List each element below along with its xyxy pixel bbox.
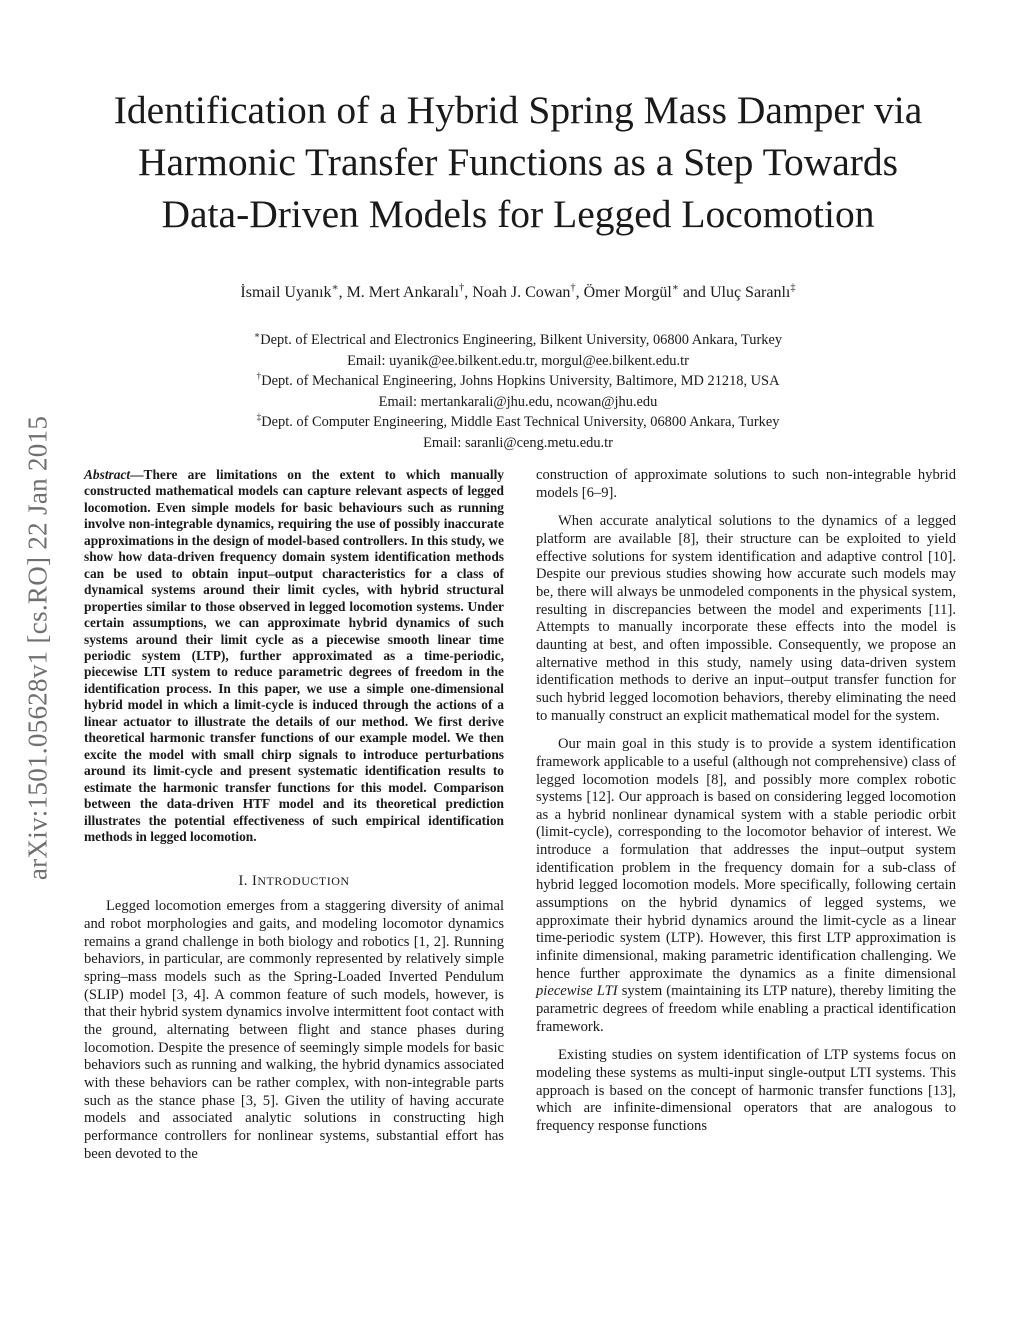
arxiv-identifier: arXiv:1501.05628v1 [cs.RO] 22 Jan 2015 [22, 415, 53, 881]
affiliation-text: Dept. of Mechanical Engineering, Johns Hopkins University, Baltimore, MD 21218, USA [261, 373, 780, 390]
affiliation-mark: ∗ [253, 331, 261, 342]
section-number: I. [238, 873, 253, 890]
author-separator: , [338, 284, 347, 301]
affiliation-email: Email: saranli@ceng.metu.edu.tr [423, 434, 613, 451]
affiliation-mark: † [256, 372, 262, 383]
section-heading [84, 873, 504, 890]
title-line: Data-Driven Models for Legged Locomotion [161, 192, 875, 236]
abstract-dash: — [130, 467, 144, 482]
abstract-label: Abstract [84, 467, 131, 482]
affiliation-email: Email: uyanik@ee.bilkent.edu.tr, morgul@ee.bilkent.edu.tr [347, 352, 689, 369]
affiliation-dept [60, 330, 976, 351]
body-paragraph: construction of approximate solutions to such non-integrable hybrid models [6–9]. [536, 467, 956, 501]
title-line: Harmonic Transfer Functions as a Step Towards [137, 140, 899, 184]
body-paragraph [536, 736, 956, 1036]
body-paragraph: Existing studies on system identification of LTP systems focus on modeling these systems as multi-input single-output LTI systems. This approach is based on the concept of harmonic transfer functions [13], which are infinite-dimensional operators that are analogous to frequency response functions [536, 1047, 956, 1134]
affiliation-mark: ‡ [790, 282, 796, 294]
affiliation-mark: ∗ [671, 282, 679, 294]
affiliation-mark: ‡ [256, 413, 262, 424]
right-column [536, 467, 956, 1147]
author-list [60, 284, 976, 302]
affiliation-dept [60, 412, 976, 433]
affiliations [60, 330, 976, 454]
author-separator: , [575, 284, 584, 301]
affiliation-mark: † [570, 282, 576, 294]
section-title-rest: NTRODUCTION [257, 874, 350, 889]
left-column [84, 467, 504, 1174]
title-line: Identification of a Hybrid Spring Mass Damper via [113, 88, 923, 132]
author-name: Noah J. Cowan [472, 284, 571, 301]
body-paragraph: Legged locomotion emerges from a staggering diversity of animal and robot morphologies and gaits, and modeling locomotor dynamics remains a grand challenge in both biology and robotics [1, 2]. Running behaviors, in particular, are commonly represented by relatively simple spring–mass models such as the Spring-Loaded Inverted Pendulum (SLIP) model [3, 4]. A common feature of such models, however, is that their hybrid system dynamics involve intermittent foot contact with the ground, alternating between flight and stance phases during locomotion. Despite the presence of seemingly simple models for basic behaviors such as running and walking, the hybrid dynamics associated with these behaviors can be rather complex, with non-integrable parts such as the stance phase [3, 5]. Given the utility of having accurate models and associated analytic solutions in constructing high performance controllers for nonlinear systems, substantial effort has been devoted to the [84, 898, 504, 1162]
affiliation-dept [60, 371, 976, 392]
emphasis-text: piecewise LTI [536, 983, 618, 1000]
affiliation-mark: ∗ [331, 282, 339, 294]
author-separator: and [678, 284, 710, 301]
affiliation-text: Dept. of Computer Engineering, Middle East Technical University, 06800 Ankara, Turkey [261, 414, 780, 431]
paper-title [60, 84, 976, 240]
abstract-text: There are limitations on the extent to which manually constructed mathematical models can capture relevant aspects of legged locomotion. Even simple models for basic behaviours such as running involve non-integrable dynamics, requiring the use of possibly inaccurate approximations in the design of model-based controllers. In this study, we show how data-driven frequency domain system identification methods can be used to obtain input–output characteristics for a class of dynamical systems around their limit cycles, with hybrid structural properties similar to those observed in legged locomotion systems. Under certain assumptions, we can approximate hybrid dynamics of such systems around their limit cycle as a piecewise smooth linear time periodic system (LTP), further approximated as a time-periodic, piecewise LTI system to reduce parametric degrees of freedom in the identification process. In this paper, we use a simple one-dimensional hybrid model in which a limit-cycle is induced through the actions of a linear actuator to illustrate the details of our method. We first derive theoretical harmonic transfer functions of our example model. We then excite the model with small chirp signals to introduce perturbations around its limit-cycle and present systematic identification results to estimate the harmonic transfer functions for this model. Comparison between the data-driven HTF model and its theoretical prediction illustrates the potential effectiveness of such empirical identification methods in legged locomotion. [84, 467, 504, 844]
affiliation-mark: † [459, 282, 465, 294]
affiliation-email: Email: mertankarali@jhu.edu, ncowan@jhu.edu [378, 393, 658, 410]
author-separator: , [464, 284, 473, 301]
author-name: Ömer Morgül [583, 284, 672, 301]
author-name: M. Mert Ankaralı [346, 284, 459, 301]
body-paragraph: When accurate analytical solutions to the dynamics of a legged platform are available [8], their structure can be exploited to yield effective solutions for system identification and adaptive control [10]. Despite our previous studies showing how accurate such models may be, there will always be unmodeled components in the physical system, resulting in discrepancies between the model and experiments [11]. Attempts to manually incorporate these effects into the model is daunting at best, and often impossible. Consequently, we propose an alternative method in this study, namely using data-driven system identification methods to derive an input–output transfer function for such hybrid legged locomotion behaviors, thereby eliminating the need to manually construct an explicit mathematical model for the system. [536, 513, 956, 724]
abstract [84, 467, 504, 845]
author-name: İsmail Uyanık [240, 284, 332, 301]
affiliation-text: Dept. of Electrical and Electronics Engineering, Bilkent University, 06800 Ankara, Turkey [260, 332, 783, 348]
paragraph-text: system (maintaining its LTP nature), thereby limiting the parametric degrees of freedom while enabling a practical identification framework. [536, 983, 956, 1035]
arxiv-sidebar-stamp [18, 348, 58, 948]
section-initial: I [252, 873, 258, 890]
author-name: Uluç Saranlı [709, 284, 791, 301]
paragraph-text: Our main goal in this study is to provide a system identification framework applicable to a useful (although not comprehensive) class of legged locomotion models [8], and possibly more complex robotic systems [12]. Our approach is based on considering legged locomotion as a hybrid nonlinear dynamical system with a stable periodic orbit (limit-cycle), corresponding to the locomotor behavior of interest. We introduce a formulation that addresses the input–output system identification problem in the frequency domain for a sub-class of hybrid legged locomotion models. More specifically, following certain assumptions on the hybrid dynamics of legged systems, we approximate their hybrid dynamics around the limit-cycle as a linear time-periodic system (LTP). However, this first LTP approximation is infinite dimensional, making parametric identification challenging. We hence further approximate the dynamics as a finite dimensional [536, 736, 956, 982]
